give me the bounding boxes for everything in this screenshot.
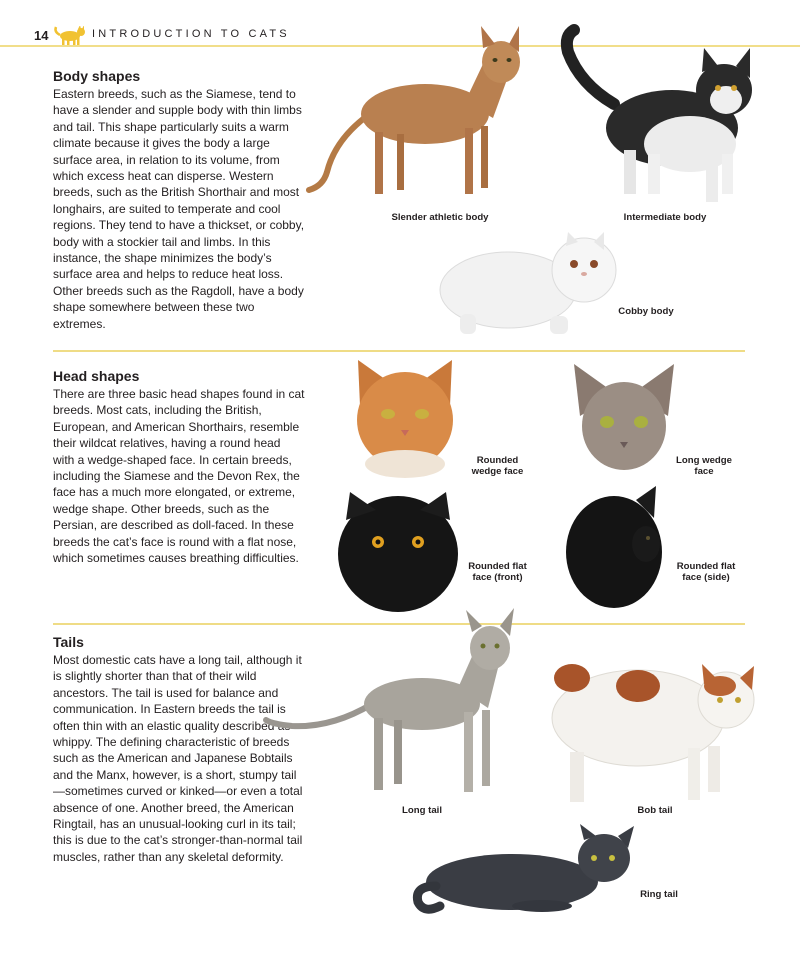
flat-face-side-image [564, 484, 672, 610]
caption-bob-tail: Bob tail [637, 805, 673, 816]
body-shapes-heading: Body shapes [53, 68, 141, 84]
cobby-cat-image [438, 232, 618, 338]
caption-ring-tail: Ring tail [640, 889, 678, 900]
head-shapes-text: There are three basic head shapes found in cat breeds. Most cats, including the British, European, and American Shorthairs, resemble their wildcat relatives, having a round head with a wedge-shaped face. In certain breeds, including the Siamese and the Devon Rex, the face has a much more elongated, or extreme, wedge shape. Other breeds, such as the Persian, are described as doll-faced. In these breeds the cat’s face is round with a flat nose, which sometimes causes breathing difficulties. [53, 387, 305, 566]
flat-face-front-image [336, 490, 460, 614]
head-shapes-heading: Head shapes [53, 368, 140, 384]
long-tail-cat-image [262, 608, 532, 804]
caption-flat-face-side: Rounded flat face (side) [676, 561, 736, 583]
caption-flat-face-front: Rounded flat face (front) [468, 561, 527, 583]
rounded-wedge-face-image [352, 358, 458, 478]
caption-slender-body: Slender athletic body [391, 212, 489, 223]
caption-intermediate-body: Intermediate body [623, 212, 707, 223]
cat-silhouette-icon [52, 26, 88, 46]
caption-rounded-wedge-face: Rounded wedge face [471, 455, 524, 477]
caption-cobby-body: Cobby body [618, 306, 674, 317]
caption-long-wedge-face: Long wedge face [676, 455, 732, 477]
intermediate-cat-image [560, 24, 760, 214]
long-wedge-face-image [574, 364, 674, 472]
section-divider [53, 350, 745, 352]
tails-text: Most domestic cats have a long tail, although it is slightly shorter than that of their wild ancestors. The tail is used for balance and communication. In Eastern breeds the tail is often thin with an elastic quality described as whippy. The defining characteristic of breeds such as the American and Japanese Bobtails and the Manx, however, is a short, stumpy tail—sometimes curved or kinked—or even a total absence of one. Another breed, the American Ringtail, has an unusual-looking curl in its tail; this is due to the cat’s stronger-than-normal tail muscles, rather than any skeletal deformity. [53, 653, 303, 864]
caption-long-tail: Long tail [402, 805, 442, 816]
running-title: INTRODUCTION TO CATS [92, 28, 290, 40]
page-number: 14 [34, 28, 49, 43]
body-shapes-text: Eastern breeds, such as the Siamese, tend to have a slender and supple body with thin limbs and tail. This shape particularly suits a warm climate because it gives the body a large surface area, in relation to its volume, from which excess heat can disperse. Western breeds, such as the British Shorthair and most longhairs, are suited to temperate and cool regions. They tend to have a thickset, or cobby, body with a stockier tail and limbs. In this instance, the shape minimizes the body’s surface area and helps to reduce heat loss. Other breeds such as the Ragdoll, have a body shape somewhere between these two extremes. [53, 87, 305, 331]
tails-heading: Tails [53, 634, 84, 650]
bob-tail-cat-image [548, 656, 760, 806]
slender-cat-image [305, 22, 525, 212]
ring-tail-cat-image [412, 822, 642, 916]
